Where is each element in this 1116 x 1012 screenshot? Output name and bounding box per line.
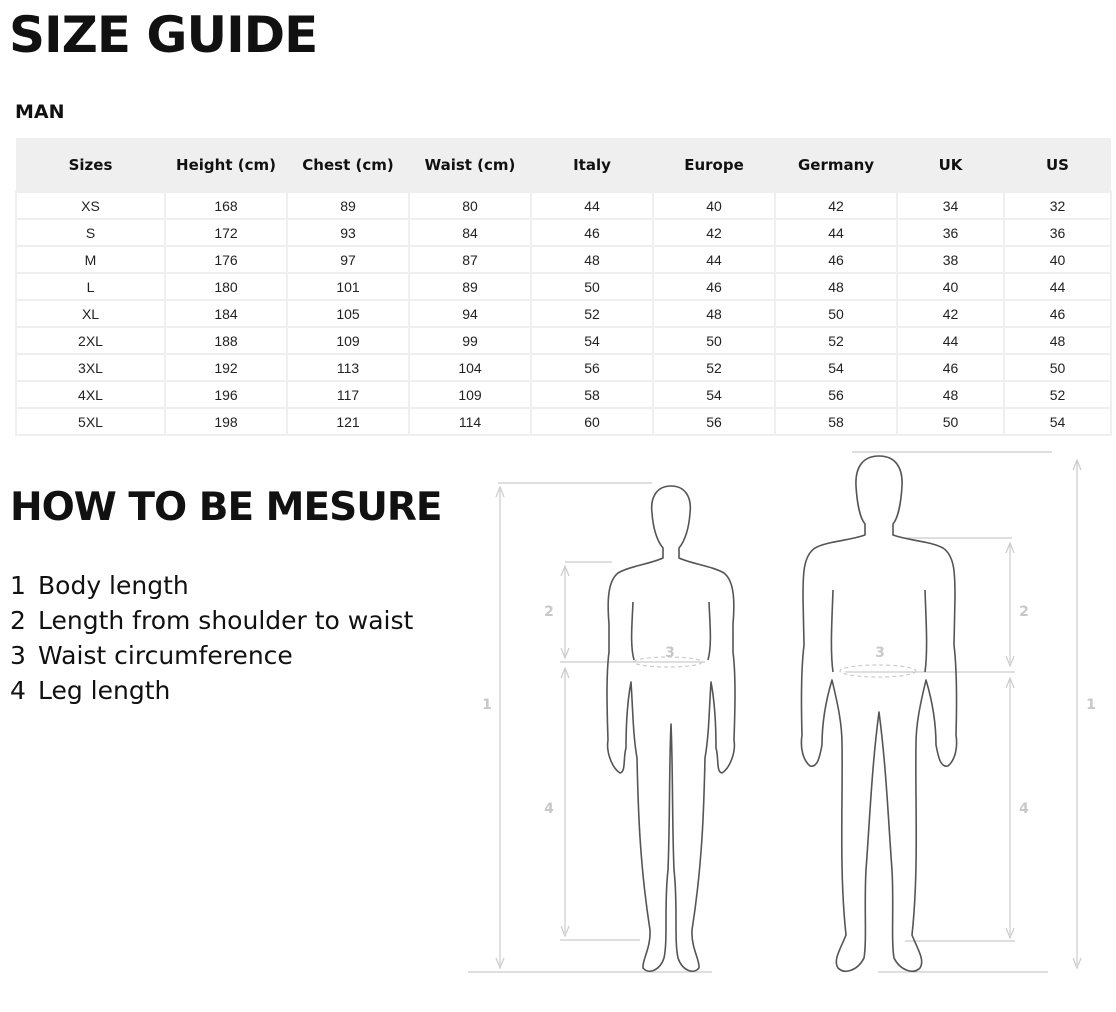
header-us: US — [1004, 138, 1111, 192]
male-guides — [840, 452, 1081, 972]
table-cell: 3XL — [16, 354, 165, 381]
table-cell: 168 — [165, 192, 287, 219]
male-body-outline — [801, 456, 956, 971]
table-cell: 44 — [1004, 273, 1111, 300]
table-cell: 32 — [1004, 192, 1111, 219]
table-cell: 54 — [531, 327, 653, 354]
table-cell: 113 — [287, 354, 409, 381]
table-cell: XL — [16, 300, 165, 327]
table-cell: XS — [16, 192, 165, 219]
table-cell: 80 — [409, 192, 531, 219]
table-cell: 40 — [653, 192, 775, 219]
header-italy: Italy — [531, 138, 653, 192]
table-cell: 54 — [653, 381, 775, 408]
section-label: MAN — [15, 101, 65, 123]
table-cell: 44 — [653, 246, 775, 273]
table-cell: 52 — [1004, 381, 1111, 408]
table-cell: 87 — [409, 246, 531, 273]
table-cell: 198 — [165, 408, 287, 435]
table-cell: 188 — [165, 327, 287, 354]
table-cell: 40 — [1004, 246, 1111, 273]
table-cell: 48 — [653, 300, 775, 327]
table-cell: 46 — [531, 219, 653, 246]
table-cell: 42 — [775, 192, 897, 219]
table-cell: 44 — [531, 192, 653, 219]
male-marker-4: 4 — [1019, 801, 1029, 817]
table-cell: 60 — [531, 408, 653, 435]
table-cell: 42 — [897, 300, 1004, 327]
table-cell: 46 — [653, 273, 775, 300]
table-cell: 48 — [775, 273, 897, 300]
table-cell: 50 — [531, 273, 653, 300]
table-cell: 46 — [1004, 300, 1111, 327]
female-marker-2: 2 — [544, 604, 554, 620]
table-cell: 121 — [287, 408, 409, 435]
table-cell: 56 — [653, 408, 775, 435]
measure-item-label: Leg length — [38, 676, 171, 705]
table-cell: 109 — [409, 381, 531, 408]
table-cell: 84 — [409, 219, 531, 246]
female-marker-1: 1 — [482, 697, 492, 713]
table-cell: 38 — [897, 246, 1004, 273]
table-cell: 58 — [531, 381, 653, 408]
measure-item-number: 3 — [10, 641, 26, 670]
table-cell: 50 — [775, 300, 897, 327]
female-marker-3: 3 — [665, 645, 675, 661]
male-body-line — [831, 590, 833, 672]
table-cell: 36 — [1004, 219, 1111, 246]
table-cell: 50 — [897, 408, 1004, 435]
female-silhouette — [607, 486, 735, 971]
table-cell: 117 — [287, 381, 409, 408]
table-cell: 192 — [165, 354, 287, 381]
table-cell: 46 — [897, 354, 1004, 381]
measure-item-label: Body length — [38, 571, 189, 600]
male-marker-2: 2 — [1019, 604, 1029, 620]
table-cell: 184 — [165, 300, 287, 327]
table-cell: 4XL — [16, 381, 165, 408]
table-cell: 48 — [897, 381, 1004, 408]
header-height: Height (cm) — [165, 138, 287, 192]
table-cell: 101 — [287, 273, 409, 300]
table-cell: 54 — [775, 354, 897, 381]
waist-ellipse — [840, 665, 916, 677]
female-body-outline — [607, 486, 735, 971]
table-cell: 94 — [409, 300, 531, 327]
table-cell: 56 — [531, 354, 653, 381]
header-waist: Waist (cm) — [409, 138, 531, 192]
table-cell: 172 — [165, 219, 287, 246]
table-cell: 48 — [1004, 327, 1111, 354]
male-body-line — [925, 590, 927, 672]
measurement-labels — [482, 604, 1096, 817]
table-cell: 176 — [165, 246, 287, 273]
measure-item-number: 4 — [10, 676, 26, 705]
table-cell: 52 — [653, 354, 775, 381]
table-cell: 48 — [531, 246, 653, 273]
male-marker-3: 3 — [875, 645, 885, 661]
table-cell: 99 — [409, 327, 531, 354]
table-cell: S — [16, 219, 165, 246]
page-title: SIZE GUIDE — [9, 6, 318, 64]
table-cell: M — [16, 246, 165, 273]
male-silhouette — [801, 456, 956, 971]
header-chest: Chest (cm) — [287, 138, 409, 192]
header-europe: Europe — [653, 138, 775, 192]
header-uk: UK — [897, 138, 1004, 192]
measure-item-number: 1 — [10, 571, 26, 600]
female-body-line — [708, 602, 710, 660]
table-cell: 89 — [287, 192, 409, 219]
table-cell: 58 — [775, 408, 897, 435]
measure-title: HOW TO BE MESURE — [10, 485, 442, 530]
male-marker-1: 1 — [1086, 697, 1096, 713]
table-cell: 104 — [409, 354, 531, 381]
header-germany: Germany — [775, 138, 897, 192]
table-cell: 109 — [287, 327, 409, 354]
table-cell: 42 — [653, 219, 775, 246]
table-cell: 89 — [409, 273, 531, 300]
table-cell: 56 — [775, 381, 897, 408]
table-cell: 36 — [897, 219, 1004, 246]
table-cell: 196 — [165, 381, 287, 408]
table-cell: 105 — [287, 300, 409, 327]
table-cell: 44 — [897, 327, 1004, 354]
table-cell: 52 — [775, 327, 897, 354]
table-cell: 40 — [897, 273, 1004, 300]
table-cell: 54 — [1004, 408, 1111, 435]
table-cell: 46 — [775, 246, 897, 273]
header-sizes: Sizes — [16, 138, 165, 192]
female-body-line — [632, 602, 634, 660]
table-cell: 180 — [165, 273, 287, 300]
measure-item-label: Waist circumference — [38, 641, 293, 670]
table-cell: 50 — [1004, 354, 1111, 381]
table-cell: 34 — [897, 192, 1004, 219]
table-cell: 2XL — [16, 327, 165, 354]
table-cell: L — [16, 273, 165, 300]
table-cell: 97 — [287, 246, 409, 273]
female-marker-4: 4 — [544, 801, 554, 817]
table-cell: 44 — [775, 219, 897, 246]
table-cell: 52 — [531, 300, 653, 327]
table-cell: 50 — [653, 327, 775, 354]
measure-item-label: Length from shoulder to waist — [38, 606, 414, 635]
table-cell: 114 — [409, 408, 531, 435]
measure-item-number: 2 — [10, 606, 26, 635]
table-cell: 93 — [287, 219, 409, 246]
table-cell: 5XL — [16, 408, 165, 435]
